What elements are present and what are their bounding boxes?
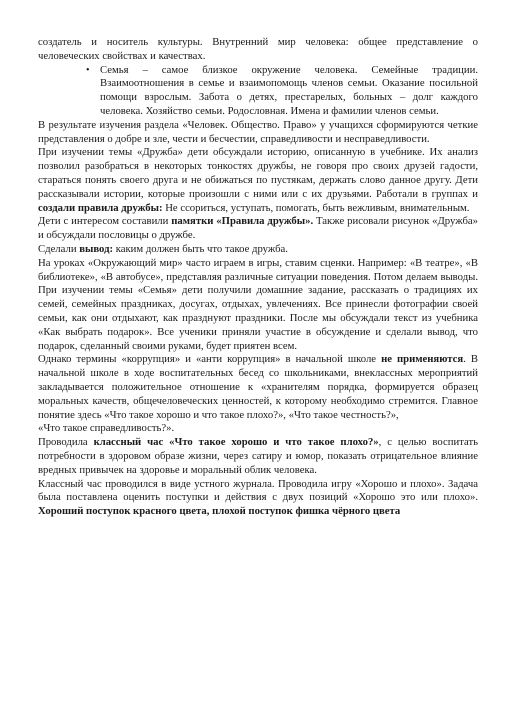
paragraph-corruption <box>38 353 478 422</box>
bullet-icon: • <box>86 64 90 76</box>
bold-span: вывод: <box>79 242 114 255</box>
bold-span: памятки «Правила дружбы». <box>171 215 314 228</box>
text-span: Также рисовали рисунок «Дружба» и обсуждали пословицы о дружбе. <box>38 215 478 242</box>
text-span: Не ссориться, уступать, помогать, быть вежливым, внимательным. <box>162 201 470 214</box>
bold-span: создали правила дружбы: <box>38 201 163 214</box>
text-span: При изучении темы «Дружба» дети обсуждали историю, описанную в учебнике. Их анализ позволил разобраться в некоторых тонкостях дружбы, не говоря про своих друзей гадости, стараться понять своего друга и не обижаться по пустякам, держать слово данное другу. Дети рассказывали истории, которые произошли с ними или с их друзьями. Работали в группах и <box>38 146 478 200</box>
text-span: Сделали <box>38 242 80 255</box>
paragraph-classhour <box>38 436 478 477</box>
text-span: , с целью воспитать потребности в здоровом образе жизни, через сатиру и юмор, показать отрицательное влияние вредных привычек на здоровье и моральный облик человека. <box>38 436 479 476</box>
bullet-list <box>38 64 478 119</box>
list-item <box>86 63 478 119</box>
paragraph-intro: создатель и носитель культуры. Внутренний мир человека: общее представление о человеческих свойствах и качествах. <box>38 36 478 62</box>
paragraph-journal <box>38 478 478 519</box>
paragraph-conclusion <box>38 243 478 257</box>
text-span: Проводила <box>38 436 94 449</box>
paragraph-friendship <box>38 146 478 215</box>
bold-span: Хороший поступок красного цвета, плохой поступок фишка чёрного цвета <box>38 505 401 518</box>
paragraph-justice: «Что такое справедливость?». <box>38 422 175 435</box>
text-span: Классный час проводился в виде устного журнала. Проводила игру «Хорошо и плохо». Задача была поставлена оценить поступки и действия с двух позиций «Хорошо это или плохо». <box>38 477 478 504</box>
text-span: Однако термины «коррупция» и «анти коррупция» в начальной школе <box>38 353 382 366</box>
bullet-text: Семья – самое близкое окружение человека. Семейные традиции. Взаимоотношения в семье и взаимопомощь членов семьи. Оказание посильной помощи взрослым. Забота о детях, престарелых, больных – долг каждого человека. Хозяйство семьи. Родословная. Имена и фамилии членов семьи. <box>100 63 478 117</box>
text-span: . В начальной школе в ходе воспитательных бесед со школьниками, внеклассных мероприятий закладывается положительное отношение к «хранителям порядка, формируется образец моральных качеств, общечеловеческих ценностей, к которому необходимо стремится. Главное понятие здесь «Что такое хорошо и что такое плохо?», «Что такое честность?», <box>38 353 478 421</box>
paragraph-memo <box>38 215 478 243</box>
bold-span: классный час «Что такое хорошо и что такое плохо?» <box>93 436 379 449</box>
bold-span: не применяются <box>381 353 464 366</box>
text-span: каким должен быть что такое дружба. <box>113 242 288 255</box>
text-span: Дети с интересом составили <box>38 215 172 228</box>
paragraph-result: В результате изучения раздела «Человек. Общество. Право» у учащихся сформируются четкие представления о добре и зле, чести и бесчестии, справедливости и несправедливости. <box>38 118 478 145</box>
paragraph-lessons: На уроках «Окружающий мир» часто играем в игры, ставим сценки. Например: «В театре», «В библиотеке», «В автобусе», представляя различные ситуации поведения. Потом делаем выводы. При изучении темы «Семья» дети получили домашние задание, рассказать о традициях их семей, семейных праздниках, досугах, отдыхах, увлечениях. Все принесли фотографии своей семьи, как они отдыхают, как празднуют праздники. После мы обсуждали текст из учебника «Как выбрать подарок». Все ученики приняли участие в обсуждение и сделали вывод, что подарок, сделанный своими руками, будет приятен всем. <box>38 256 478 352</box>
document-body <box>38 36 478 519</box>
